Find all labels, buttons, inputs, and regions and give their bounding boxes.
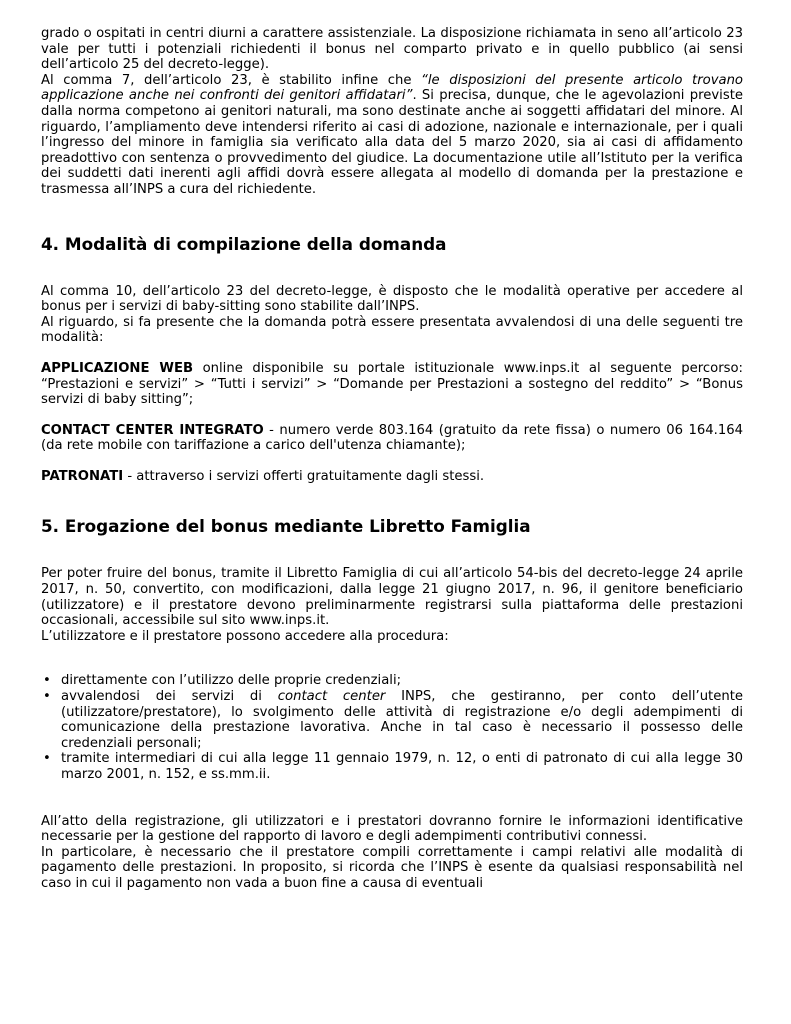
- list-item: [61, 689, 743, 751]
- paragraph-text: Al comma 7, dell’articolo 23, è stabilito infine che: [41, 72, 422, 88]
- paragraph: [41, 361, 743, 408]
- section-heading: 4. Modalità di compilazione della domanda: [41, 233, 447, 254]
- document-body: [41, 26, 743, 892]
- paragraph: Al riguardo, si fa presente che la domanda potrà essere presentata avvalendosi di una delle seguenti tre modalità:: [41, 314, 743, 346]
- bold-label: APPLICAZIONE WEB: [41, 360, 194, 376]
- italic-text: contact center: [277, 689, 386, 705]
- paragraph-text: online disponibile su portale istituzionale www.inps.it al seguente percorso: “Prestazioni e servizi” > “Tutti i servizi” > “Domande per Prestazioni a sostegno del reddito” > “Bonus servizi di baby sitting”;: [41, 360, 743, 408]
- paragraph: Per poter fruire del bonus, tramite il Libretto Famiglia di cui all’articolo 54-bis del decreto-legge 24 aprile 2017, n. 50, convertito, con modificazioni, dalla legge 21 giugno 2017, n. 96, il genitore beneficiario (utilizzatore) e il prestatore devono preliminarmente registrarsi sulla piattaforma delle prestazioni occasionali, accessibile sul sito www.inps.it.: [41, 566, 743, 629]
- quoted-text: “le disposizioni del presente articolo trovano applicazione anche nei confronti dei genitori affidatari”: [41, 72, 744, 104]
- list-item-text: INPS, che gestiranno, per conto dell’utente (utilizzatore/prestatore), lo svolgimento delle attività di registrazione e/o degli adempimenti di comunicazione della prestazione lavorativa. Anche in tal caso è necessario il possesso delle credenziali personali;: [61, 689, 743, 751]
- paragraph: [41, 423, 743, 454]
- paragraph: L’utilizzatore e il prestatore possono accedere alla procedura:: [41, 628, 449, 644]
- paragraph: Al comma 10, dell’articolo 23 del decreto-legge, è disposto che le modalità operative per accedere al bonus per i servizi di baby-sitting sono stabilite dall’INPS.: [41, 283, 743, 315]
- bold-label: PATRONATI: [41, 468, 124, 484]
- list-item: • tramite intermediari di cui alla legge 11 gennaio 1979, n. 12, o enti di patronato di cui alla legge 30 marzo 2001, n. 152, e ss.mm.ii.: [61, 751, 743, 782]
- paragraph-text: - numero verde 803.164 (gratuito da rete fissa) o numero 06 164.164 (da rete mobile con tariffazione a carico dell'utenza chiamante);: [41, 422, 743, 454]
- section-heading: 5. Erogazione del bonus mediante Libretto Famiglia: [41, 516, 531, 537]
- paragraph-text: . Si precisa, dunque, che le agevolazioni previste dalla norma competono ai genitori naturali, ma sono destinate anche ai soggetti affidatari del minore. Al riguardo, l’ampliamento deve intendersi riferito ai casi di adozione, nazionale e internazionale, per i quali l’ingresso del minore in famiglia sia verificato alla data del 5 marzo 2020, sia ai casi di affidamento preadottivo con sentenza o provvedimento del giudice. La documentazione utile all’Istituto per la verifica dei suddetti dati inerenti agli affidi dovrà essere allegata al modello di domanda per la prestazione e trasmessa all’INPS a cura del richiedente.: [41, 88, 743, 197]
- paragraph-text: - attraverso i servizi offerti gratuitamente dagli stessi.: [123, 468, 485, 484]
- paragraph: [41, 73, 743, 198]
- paragraph: In particolare, è necessario che il prestatore compili correttamente i campi relativi alle modalità di pagamento delle prestazioni. In proposito, si ricorda che l’INPS è esente da qualsiasi responsabilità nel caso in cui il pagamento non vada a buon fine a causa di eventuali: [41, 844, 743, 891]
- list-item-text: avvalendosi dei servizi di: [61, 689, 278, 705]
- bold-label: CONTACT CENTER INTEGRATO: [41, 422, 264, 438]
- paragraph: grado o ospitati in centri diurni a carattere assistenziale. La disposizione richiamata in seno all’articolo 23 vale per tutti i potenziali richiedenti il bonus nel comparto privato e in quello pubblico (ai sensi dell’articolo 25 del decreto-legge).: [41, 26, 743, 73]
- bullet-list: [41, 673, 743, 782]
- list-item: • direttamente con l’utilizzo delle proprie credenziali;: [61, 673, 743, 689]
- paragraph: All’atto della registrazione, gli utilizzatori e i prestatori dovranno fornire le informazioni identificative necessarie per la gestione del rapporto di lavoro e degli adempimenti contributivi connessi.: [41, 813, 743, 845]
- paragraph: [41, 469, 743, 485]
